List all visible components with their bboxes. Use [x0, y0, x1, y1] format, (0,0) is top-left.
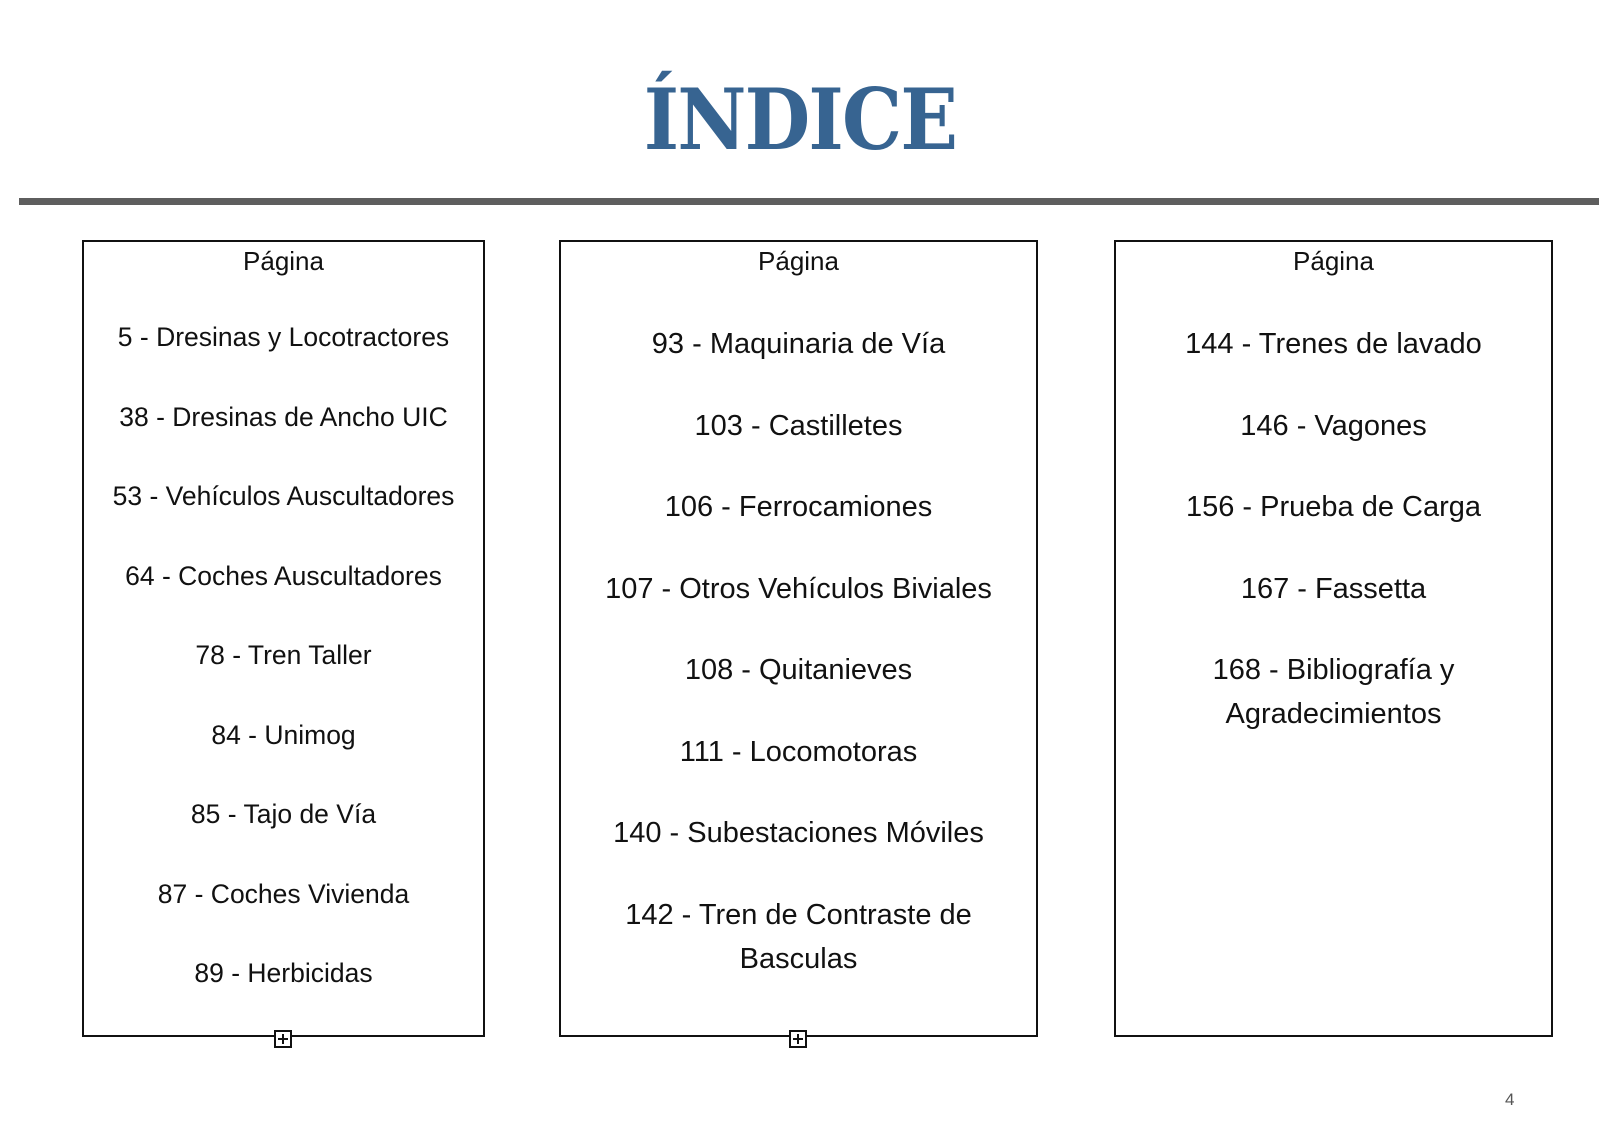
page-title: ÍNDICE	[643, 70, 957, 169]
page-number: 4	[1505, 1090, 1515, 1109]
text-overflow-handle[interactable]	[789, 1030, 807, 1048]
index-entry: 89 - Herbicidas	[194, 958, 373, 988]
index-list	[84, 320, 483, 1036]
index-entry: 167 - Fassetta	[1240, 572, 1427, 605]
index-entry: 144 - Trenes de lavado	[1185, 328, 1482, 360]
index-entry: 103 - Castilletes	[694, 409, 903, 442]
index-entry: 84 - Unimog	[211, 719, 356, 750]
index-entry: 168 - Bibliografía y Agradecimientos	[1212, 654, 1455, 730]
index-entry: 93 - Maquinaria de Vía	[651, 328, 946, 360]
index-entry: 87 - Coches Vivienda	[157, 878, 410, 909]
index-column-1	[82, 240, 485, 1037]
index-entry: 53 - Vehículos Auscultadores	[112, 481, 455, 511]
index-entry: 146 - Vagones	[1240, 409, 1427, 442]
title-divider	[19, 198, 1599, 205]
index-entry: 108 - Quitanieves	[684, 654, 913, 686]
column-header: Página	[1293, 246, 1374, 276]
column-header: Página	[758, 246, 839, 276]
index-list	[1116, 322, 1551, 774]
index-entry: 5 - Dresinas y Locotractores	[117, 322, 450, 352]
column-header: Página	[243, 246, 324, 276]
index-entry: 85 - Tajo de Vía	[190, 799, 377, 829]
index-entry: 156 - Prueba de Carga	[1185, 491, 1482, 523]
index-entry: 78 - Tren Taller	[195, 640, 372, 670]
index-entry: 140 - Subestaciones Móviles	[613, 817, 984, 849]
index-entry: 106 - Ferrocamiones	[664, 491, 933, 523]
index-entry: 111 - Locomotoras	[679, 735, 918, 768]
index-column-2	[559, 240, 1038, 1037]
index-entry: 142 - Tren de Contraste de Basculas	[625, 898, 972, 975]
index-entry: 64 - Coches Auscultadores	[125, 560, 442, 591]
index-entry: 38 - Dresinas de Ancho UIC	[119, 401, 448, 432]
index-entry: 107 - Otros Vehículos Biviales	[605, 572, 992, 605]
index-column-3	[1114, 240, 1553, 1037]
index-list	[561, 322, 1036, 1018]
text-overflow-handle[interactable]	[274, 1030, 292, 1048]
